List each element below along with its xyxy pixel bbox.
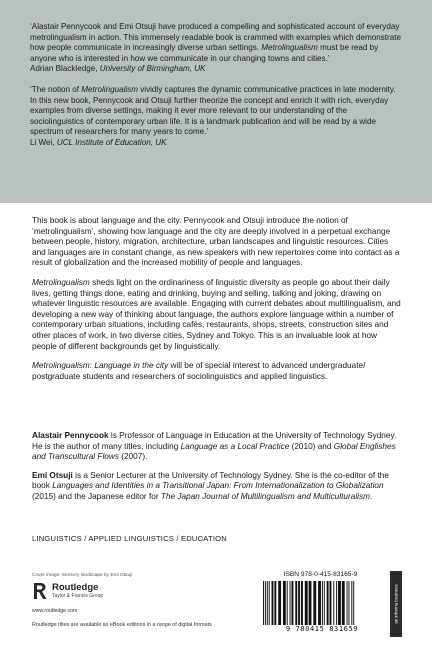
endorsement-2 — [30, 85, 402, 149]
author-1-text-a: is Professor of Language in Education at the University of Technology Sydney. He is the author of many titles, including — [32, 431, 397, 451]
blurb-paragraph-2 — [32, 278, 404, 352]
endorsements-panel — [0, 0, 432, 203]
author-1-name: Alastair Pennycook — [32, 431, 109, 440]
publisher-logo — [32, 582, 103, 600]
author-2-book-1: Languages and Identities in a Transitional Japan: From Internationalization to Globalization — [52, 481, 384, 491]
blurb-paragraph-3 — [32, 361, 404, 382]
ebook-note: Routledge titles are available as eBook editions in a range of digital formats — [32, 622, 212, 628]
cover-credit: Cover image: Sensory landscape by Emi Otsuji — [32, 573, 133, 578]
routledge-logo-icon — [32, 582, 48, 600]
author-1-text-b: (2010) and — [289, 441, 334, 451]
author-2-book-2: The Japan Journal of Multilingualism and Multiculturalism — [160, 491, 370, 501]
informa-strip — [390, 571, 402, 637]
informa-text: an informa business — [393, 584, 399, 624]
blurb-title-ref-1: Metrolingualism — [32, 277, 90, 287]
blurb-title-ref-2: Metrolingualism: Language in the city — [32, 361, 169, 371]
author-2-name: Emi Otsuji — [32, 470, 73, 480]
author-bio-2 — [32, 471, 404, 503]
publisher-website: www.routledge.com — [32, 608, 78, 614]
endorsement-1-quote-title: Metrolingualism — [261, 43, 318, 53]
endorser-2-name: Li Wei, — [30, 137, 57, 147]
author-1-book-1: Language as a Local Practice — [180, 441, 290, 451]
isbn-block — [253, 571, 403, 636]
author-bios — [32, 431, 404, 511]
endorser-2-affiliation: UCL Institute of Education, UK — [56, 137, 167, 147]
blurb-paragraph-3-text: will be of special interest to advanced undergraduate/ postgraduate students and researchers of sociolinguistics and applied linguistics. — [32, 361, 366, 381]
endorsement-1-attribution — [30, 64, 402, 75]
barcode-digits: 9 780415 831659 — [285, 625, 359, 633]
author-1-book-2: Global Englishes and Transcultural Flows — [32, 441, 396, 462]
author-2-text-a: is a Senior Lecturer at the University of Technology Sydney. She is the co-editor of the book — [32, 470, 389, 491]
publisher-group: Taylor & Francis Group — [52, 593, 104, 599]
author-bio-1 — [32, 431, 404, 463]
blurb-paragraph-1: This book is about language and the city. Pennycook and Otsuji introduce the notion of ‘metrolingualism’, showing how language and the city are deeply involved in a perpetual exchange between people, history, migration, architecture, urban landscapes and linguistic resources. Cities and languages are in constant change, as new speakers with new repertoires come into contact as a result of globalization and the increased mobility of people and languages. — [32, 216, 400, 268]
endorsement-1-quote-a: ‘Alastair Pennycook and Emi Otsuji have produced a compelling and sophisticated account of everyday metrolingualism in action. This immensely readable book is crammed with examples which demonstrate how people communicate in increasingly diverse urban settings. — [30, 22, 401, 53]
author-1-text-c: (2007). — [118, 452, 148, 462]
endorser-1-affiliation: University of Birmingham, UK — [99, 64, 206, 74]
endorsement-1-quote-b: must be read by anyone who is interested in how we communicate in our changing towns and cities.’ — [30, 43, 379, 63]
author-2-text-c: . — [370, 491, 373, 501]
endorsement-2-quote-a: ‘The notion of — [30, 84, 82, 94]
barcode — [257, 581, 387, 625]
publisher-name: Routledge — [52, 582, 99, 593]
isbn-label: ISBN 978-0-415-83165-9 — [283, 571, 358, 578]
blurb — [32, 216, 404, 391]
endorser-1-name: Adrian Blackledge, — [30, 64, 100, 74]
endorsement-2-attribution — [30, 138, 402, 149]
endorsement-1 — [30, 22, 402, 75]
author-2-text-b: (2015) and the Japanese editor for — [32, 491, 161, 501]
endorsement-2-quote-b: vividly captures the dynamic communicative practices in late modernity. In this new book, Pennycook and Otsuji further theorize the concept and enrich it with rich, everyday examples from diverse settings, making it ever more relevant to our understanding of the sociolinguistics of contemporary urban life. It is a landmark publication and will be read by a wide spectrum of researchers for many years to come.’ — [30, 84, 396, 137]
endorsement-2-quote-title: Metrolingualism — [81, 84, 138, 94]
blurb-paragraph-2-text: sheds light on the ordinariness of linguistic diversity as people go about their daily lives, getting things done, eating and drinking, buying and selling, talking and joking, drawing on whatever linguistic resources are available. Engaging with current debates about multilingualism, and developing a new way of thinking about language, the authors explore language within a number of contemporary urban situations, including cafés, restaurants, shops, streets, construction sites and other places of work, in two diverse cities, Sydney and Tokyo. This is an invaluable look at how people of different backgrounds get by linguistically. — [32, 277, 401, 351]
subject-categories: LINGUISTICS / APPLIED LINGUISTICS / EDUCATION — [32, 534, 227, 543]
